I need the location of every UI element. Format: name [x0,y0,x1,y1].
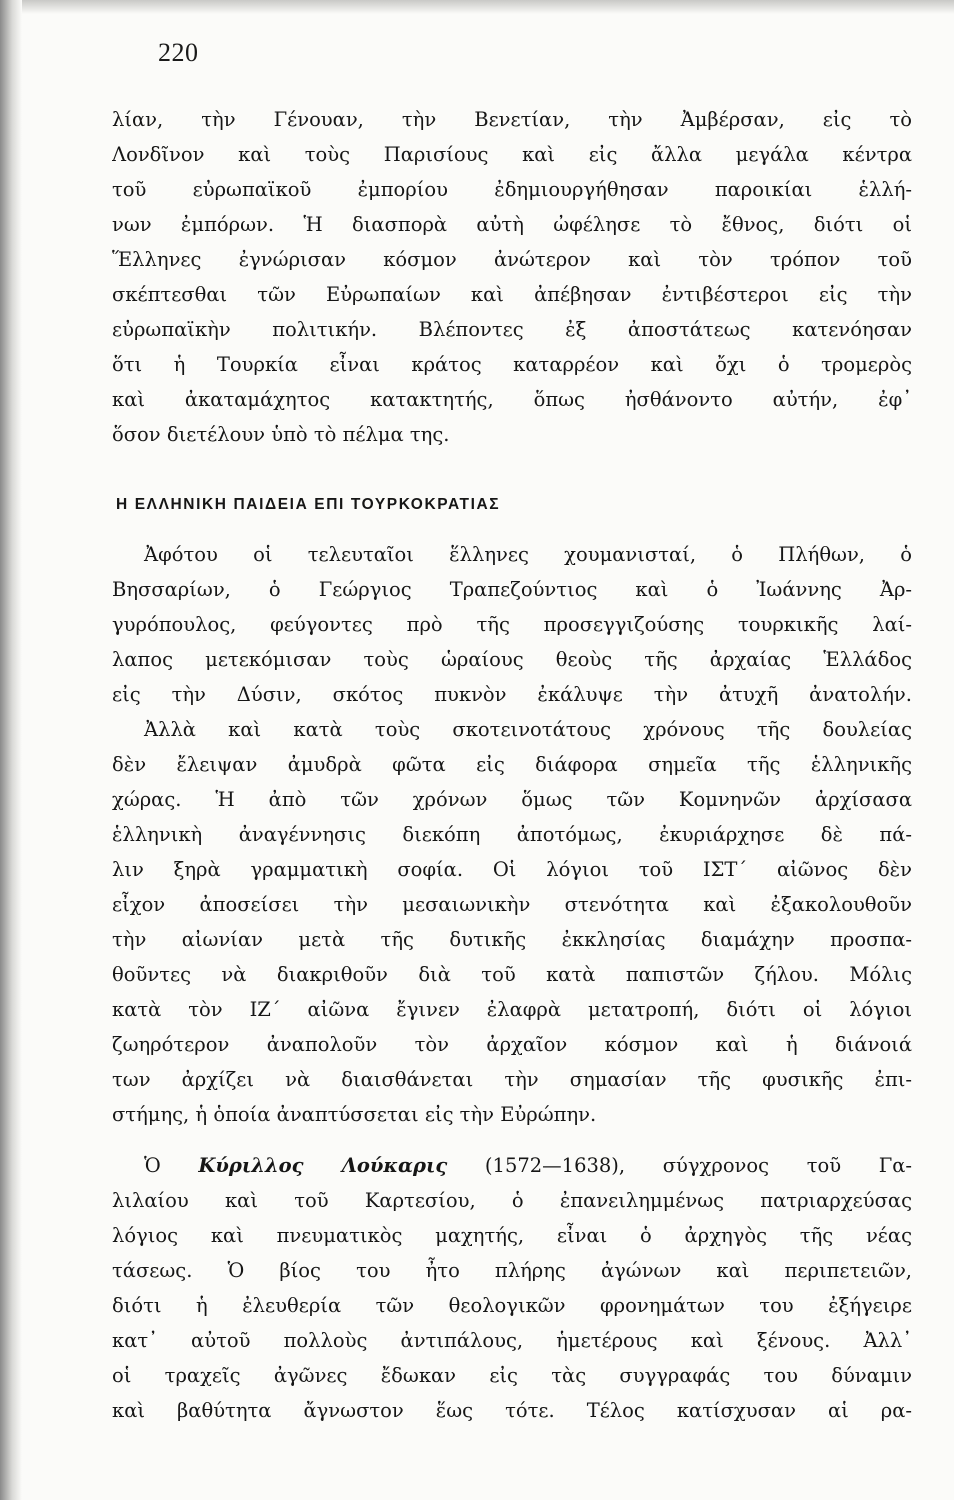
text-line: εἶχον ἀποσείσει τὴν μεσαιωνικὴν στενότητα καὶ ἐξακολουθοῦν [112,893,912,916]
text-line: θοῦντες νὰ διακριθοῦν διὰ τοῦ κατὰ παπιστῶν ζήλου. Μόλις [112,963,912,986]
scan-shadow-top [0,0,954,14]
text-line: κατὰ τὸν ΙΖ´ αἰῶνα ἔγινεν ἐλαφρὰ μετατροπή, διότι οἱ λόγιοι [112,998,912,1021]
text-line: καὶ ἀκαταμάχητος κατακτητής, ὅπως ἠσθάνοντο αὐτήν, ἐφ᾽ [112,388,912,411]
text-line: λιλαίου καὶ τοῦ Καρτεσίου, ὁ ἐπανειλημμένως πατριαρχεύσας [112,1189,912,1212]
text-line: λαπος μετεκόμισαν τοὺς ὡραίους θεοὺς τῆς ἀρχαίας Ἑλλάδος [112,648,912,671]
text-line: σκέπτεσθαι τῶν Εὐρωπαίων καὶ ἀπέβησαν ἐντιβέστεροι εἰς τὴν [112,283,912,306]
text-line: Ἀλλὰ καὶ κατὰ τοὺς σκοτεινοτάτους χρόνους τῆς δουλείας [144,718,912,741]
text-fragment: (1572—1638), σύγχρονος τοῦ Γα- [447,1154,912,1177]
paragraph-intro [112,102,912,452]
text-line: λόγιος καὶ πνευματικὸς μαχητής, εἶναι ὁ ἀρχηγὸς τῆς νέας [112,1224,912,1247]
text-line: Ἕλληνες ἐγνώρισαν κόσμον ἀνώτερον καὶ τὸν τρόπον τοῦ [112,248,912,271]
text-line: Βησσαρίων, ὁ Γεώργιος Τραπεζούντιος καὶ ὁ Ἰωάννης Ἀρ- [112,578,912,601]
text-line: διότι ἡ ἐλευθερία τῶν θεολογικῶν φρονημάτων του ἐξήγειρε [112,1294,912,1317]
text-line: εἰς τὴν Δύσιν, σκότος πυκνὸν ἐκάλυψε τὴν ἀτυχῆ ἀνατολήν. [112,683,912,706]
text-line: λιν ξηρὰ γραμματικὴ σοφία. Οἱ λόγιοι τοῦ ΙΣΤ´ αἰῶνος δὲν [112,858,912,881]
text-line: τοῦ εὐρωπαϊκοῦ ἐμπορίου ἐδημιουργήθησαν παροικίαι ἑλλή- [112,178,912,201]
section-heading: Η ΕΛΛΗΝΙΚΗ ΠΑΙΔΕΙΑ ΕΠΙ ΤΟΥΡΚΟΚΡΑΤΙΑΣ [116,496,501,513]
text-line: ζωηρότερον ἀναπολοῦν τὸν ἀρχαῖον κόσμον καὶ ἡ διάνοιά [112,1033,912,1056]
person-name-emphasis: Κύριλλος Λούκαρις [198,1154,448,1177]
page-number: 220 [158,38,199,67]
text-line: Λονδῖνον καὶ τοὺς Παρισίους καὶ εἰς ἄλλα μεγάλα κέντρα [112,143,912,166]
text-line: νων ἐμπόρων. Ἡ διασπορὰ αὐτὴ ὠφέλησε τὸ ἔθνος, διότι οἱ [112,213,912,236]
text-line: ἑλληνικὴ ἀναγέννησις διεκόπη ἀποτόμως, ἐκυριάρχησε δὲ πά- [112,823,912,846]
text-line: των ἀρχίζει νὰ διαισθάνεται τὴν σημασίαν τῆς φυσικῆς ἐπι- [112,1068,912,1091]
scan-shadow-left [0,0,22,1500]
text-line: χώρας. Ἡ ἀπὸ τῶν χρόνων ὅμως τῶν Κομνηνῶν ἀρχίσασα [112,788,912,811]
text-fragment: Ὁ [144,1154,199,1177]
text-line: ὅσον διετέλουν ὑπὸ τὸ πέλμα της. [112,423,450,446]
text-line: οἱ τραχεῖς ἀγῶνες ἔδωκαν εἰς τὰς συγγραφάς του δύναμιν [112,1364,912,1387]
text-line: λίαν, τὴν Γένουαν, τὴν Βενετίαν, τὴν Ἀμβέρσαν, εἰς τὸ [112,108,912,131]
text-line: ὅτι ἡ Τουρκία εἶναι κράτος καταρρέον καὶ ὄχι ὁ τρομερὸς [112,353,912,376]
text-line: κατ᾽ αὐτοῦ πολλοὺς ἀντιπάλους, ἡμετέρους καὶ ξένους. Ἀλλ᾽ [112,1329,912,1352]
text-line: τὴν αἰωνίαν μετὰ τῆς δυτικῆς ἐκκλησίας διαμάχην προσπα- [112,928,912,951]
paragraph-education [112,537,912,1132]
text-line: στήμης, ἡ ὁποία ἀναπτύσσεται εἰς τὴν Εὐρώπην. [112,1103,597,1126]
paragraph-loukaris [112,1148,912,1428]
text-line: τάσεως. Ὁ βίος του ἦτο πλήρης ἀγώνων καὶ περιπετειῶν, [112,1259,912,1282]
text-line: καὶ βαθύτητα ἄγνωστον ἕως τότε. Τέλος κατίσχυσαν αἱ ρα- [112,1399,912,1422]
text-line-with-name [112,1148,912,1183]
text-line: Ἀφότου οἱ τελευταῖοι ἕλληνες χουμανισταί, ὁ Πλήθων, ὁ [144,543,912,566]
text-line: εὐρωπαϊκὴν πολιτικήν. Βλέποντες ἐξ ἀποστάτεως κατενόησαν [112,318,912,341]
text-line: γυρόπουλος, φεύγοντες πρὸ τῆς προσεγγιζούσης τουρκικῆς λαί- [112,613,912,636]
text-line: δὲν ἔλειψαν ἀμυδρὰ φῶτα εἰς διάφορα σημεῖα τῆς ἑλληνικῆς [112,753,912,776]
